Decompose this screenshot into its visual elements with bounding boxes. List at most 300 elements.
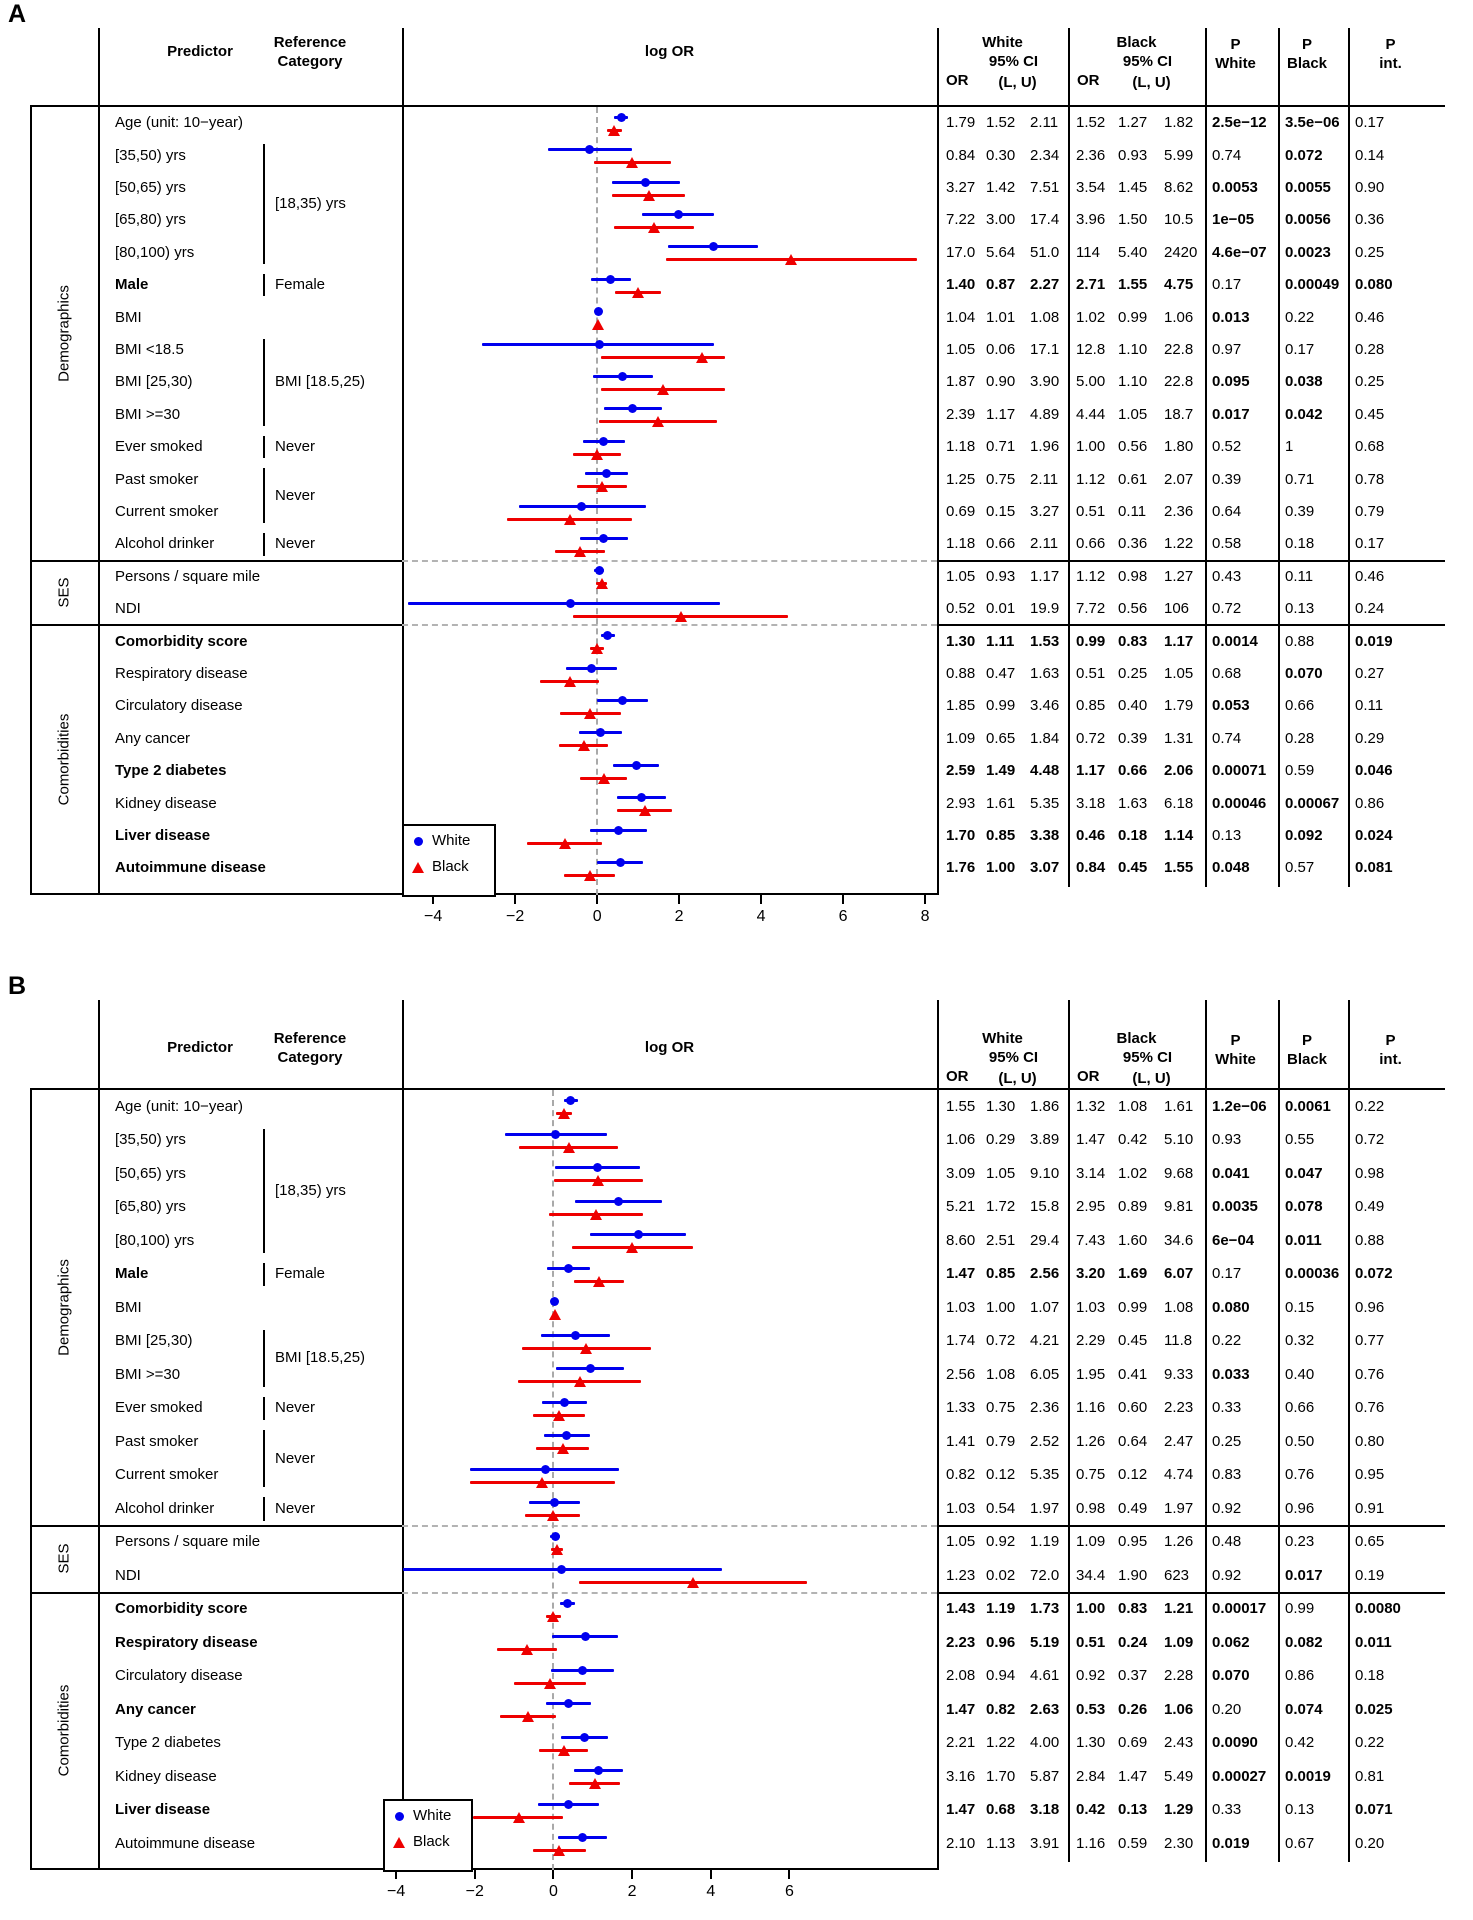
reference-category: Never [275,535,316,553]
table-border [98,28,100,895]
white-or-ci-upper: 2.27 [1030,276,1060,294]
point-estimate-white [562,1431,571,1440]
point-estimate-black [513,1812,525,1823]
axis-tick-label: 6 [838,908,848,925]
row-predictor: Liver disease [115,1801,211,1819]
row-predictor: [50,65) yrs [115,1164,186,1182]
white-or-ci-or: 1.04 [946,308,976,326]
white-or-ci-or: 2.93 [946,794,976,812]
point-estimate-black [632,287,644,298]
p-black-value: 0.55 [1285,1131,1315,1149]
p-white-value: 0.68 [1212,665,1242,682]
column-header-predictor: Predictor [167,1039,233,1056]
point-estimate-white [586,1364,595,1373]
point-estimate-white [618,696,627,705]
black-or-ci-upper: 10.5 [1164,211,1194,229]
black-or-ci-lower: 0.42 [1118,1131,1148,1149]
row-predictor: Circulatory disease [115,697,243,715]
p-int-value: 0.88 [1355,1231,1385,1249]
point-estimate-black [687,1577,699,1588]
black-or-ci-upper: 18.7 [1164,405,1194,423]
legend-triangle-icon [393,1837,405,1848]
white-or-ci-upper: 3.07 [1030,859,1060,877]
black-or-ci-lower: 0.11 [1118,503,1147,520]
column-header-p-white-sub: White [1215,1051,1256,1068]
black-or-ci-lower: 0.45 [1118,1332,1148,1350]
column-header-white: White [982,34,1023,51]
white-or-ci-upper: 19.9 [1030,600,1060,618]
p-white-value: 0.17 [1212,1265,1242,1283]
row-predictor: Age (unit: 10−year) [115,114,243,132]
p-int-value: 0.49 [1355,1198,1385,1216]
black-or-ci-or: 0.98 [1076,1499,1106,1517]
row-predictor: BMI [25,30) [115,373,193,391]
white-or-ci-upper: 1.08 [1030,308,1060,326]
column-header-logor: log OR [644,1039,695,1056]
p-int-value: 0.25 [1355,373,1385,391]
white-or-ci-or: 1.05 [946,341,976,358]
black-or-ci-lower: 1.10 [1118,373,1148,391]
p-black-value: 0.011 [1285,1231,1322,1249]
point-estimate-white [578,1666,587,1675]
axis-tick-label: −2 [506,908,525,925]
p-int-value: 0.77 [1355,1332,1385,1350]
black-or-ci-or: 0.72 [1076,729,1106,747]
black-or-ci-lower: 0.41 [1118,1365,1148,1383]
black-or-ci-upper: 2.36 [1164,503,1194,520]
p-white-value: 0.095 [1212,373,1250,391]
point-estimate-black [564,676,576,687]
black-or-ci-lower: 0.69 [1118,1734,1148,1752]
p-int-value: 0.072 [1355,1265,1393,1283]
white-or-ci-upper: 15.8 [1030,1198,1060,1216]
white-or-ci-or: 0.52 [946,600,976,618]
black-or-ci-lower: 0.26 [1118,1700,1148,1718]
black-or-ci-or: 2.84 [1076,1767,1106,1785]
white-or-ci-upper: 4.00 [1030,1734,1060,1752]
p-black-value: 0.22 [1285,308,1315,326]
row-predictor: [65,80) yrs [115,211,186,229]
white-or-ci-or: 1.09 [946,729,976,747]
p-int-value: 0.20 [1355,1834,1385,1852]
point-estimate-black [544,1678,556,1689]
black-or-ci-or: 1.16 [1076,1399,1106,1417]
black-or-ci-upper: 1.21 [1164,1600,1194,1618]
black-or-ci-upper: 1.17 [1164,632,1194,650]
axis-tick [596,895,598,904]
point-estimate-black [626,1242,638,1253]
p-black-value: 0.11 [1285,567,1314,585]
axis-tick [788,1870,790,1879]
point-estimate-white [637,793,646,802]
white-or-ci-or: 1.85 [946,697,976,715]
black-or-ci-or: 0.66 [1076,535,1106,553]
column-header-reference2: Category [277,1049,343,1066]
p-black-value: 0.67 [1285,1834,1315,1852]
row-predictor: Any cancer [115,1700,196,1718]
p-black-value: 0.59 [1285,762,1315,780]
column-header-or-white: OR [946,72,969,89]
white-or-ci-lower: 0.12 [986,1466,1016,1484]
point-estimate-black [648,222,660,233]
reference-bracket [263,144,265,264]
white-or-ci-upper: 5.35 [1030,1466,1060,1484]
point-estimate-white [564,1800,573,1809]
p-int-value: 0.11 [1355,697,1384,715]
p-white-value: 0.062 [1212,1633,1250,1651]
white-or-ci-or: 2.56 [946,1365,976,1383]
point-estimate-black [558,1108,570,1119]
black-or-ci-or: 7.43 [1076,1231,1106,1249]
table-border [937,1000,939,1870]
p-int-value: 0.14 [1355,146,1385,164]
column-header-black: Black [1116,1030,1157,1047]
table-border [1278,1000,1280,1862]
black-or-ci-lower: 0.93 [1118,146,1148,164]
white-or-ci-lower: 0.72 [986,1332,1016,1350]
point-estimate-black [596,578,608,589]
point-estimate-white [571,1331,580,1340]
black-or-ci-upper: 6.07 [1164,1265,1194,1283]
black-or-ci-upper: 1.22 [1164,535,1194,553]
row-predictor: Comorbidity score [115,1600,248,1618]
reference-bracket [263,468,265,523]
white-or-ci-upper: 3.27 [1030,503,1060,520]
black-or-ci-or: 0.85 [1076,697,1106,715]
p-white-value: 0.48 [1212,1533,1242,1551]
group-label-comorbidities: Comorbidities [55,713,73,806]
black-or-ci-or: 1.52 [1076,114,1106,132]
p-white-value: 0.0035 [1212,1198,1258,1216]
white-or-ci-lower: 0.90 [986,373,1016,391]
white-or-ci-or: 1.05 [946,1533,976,1551]
white-or-ci-upper: 7.51 [1030,179,1060,196]
point-estimate-white [594,1766,603,1775]
p-black-value: 0.082 [1285,1633,1323,1651]
p-black-value: 0.40 [1285,1365,1315,1383]
point-estimate-black [584,870,596,881]
black-or-ci-or: 1.00 [1076,438,1106,456]
section-border [30,624,402,626]
white-or-ci-lower: 5.64 [986,243,1016,261]
white-or-ci-upper: 4.48 [1030,762,1060,780]
white-or-ci-lower: 1.70 [986,1767,1016,1785]
white-or-ci-upper: 2.63 [1030,1700,1060,1718]
reference-bracket [263,1330,265,1387]
black-or-ci-or: 1.47 [1076,1131,1106,1149]
p-white-value: 0.83 [1212,1466,1242,1484]
white-or-ci-lower: 0.87 [986,276,1016,294]
point-estimate-black [593,1276,605,1287]
black-or-ci-or: 1.95 [1076,1365,1106,1383]
column-header-lu-white: (L, U) [998,74,1037,91]
p-int-value: 0.80 [1355,1432,1385,1450]
p-int-value: 0.081 [1355,859,1393,877]
axis-tick-label: 4 [756,908,766,925]
group-label-comorbidities: Comorbidities [55,1684,73,1777]
p-white-value: 0.019 [1212,1834,1250,1852]
black-or-ci-upper: 9.68 [1164,1164,1194,1182]
axis-tick-label: 2 [627,1883,637,1900]
point-estimate-black [521,1644,533,1655]
white-or-ci-or: 1.03 [946,1298,976,1316]
reference-category: BMI [18.5,25) [275,1349,366,1366]
black-or-ci-lower: 1.69 [1118,1265,1148,1283]
axis-tick [760,895,762,904]
reference-category: BMI [18.5,25) [275,373,366,391]
p-white-value: 0.017 [1212,405,1250,423]
p-black-value: 0.0019 [1285,1767,1331,1785]
white-or-ci-lower: 1.13 [986,1834,1016,1852]
point-estimate-white [603,631,612,640]
p-black-value: 0.00036 [1285,1265,1340,1283]
p-black-value: 0.50 [1285,1432,1315,1450]
black-or-ci-or: 0.84 [1076,859,1106,877]
white-or-ci-or: 0.84 [946,146,976,164]
p-white-value: 0.041 [1212,1164,1250,1182]
row-predictor: Kidney disease [115,794,217,812]
p-int-value: 0.17 [1355,535,1385,553]
p-black-value: 0.047 [1285,1164,1323,1182]
column-header-p-black: P [1301,36,1312,53]
p-white-value: 0.39 [1212,470,1242,488]
p-black-value: 0.15 [1285,1298,1315,1316]
column-header-p-white: P [1230,36,1241,53]
p-white-value: 0.74 [1212,729,1242,747]
white-or-ci-or: 1.47 [946,1265,976,1283]
point-estimate-black [639,805,651,816]
white-or-ci-upper: 3.90 [1030,373,1060,391]
p-black-value: 0.13 [1285,1801,1315,1819]
row-predictor: Past smoker [115,1432,199,1450]
p-int-value: 0.95 [1355,1466,1385,1484]
p-int-value: 0.011 [1355,1633,1392,1651]
p-black-value: 0.092 [1285,827,1323,844]
point-estimate-white [563,1599,572,1608]
white-or-ci-upper: 3.46 [1030,697,1060,715]
black-or-ci-or: 1.00 [1076,1600,1106,1618]
axis-tick-label: −4 [386,1883,406,1900]
axis-tick [514,895,516,904]
p-int-value: 0.79 [1355,503,1385,520]
reference-bracket [263,436,265,458]
black-or-ci-lower: 0.83 [1118,632,1148,650]
p-black-value: 0.66 [1285,697,1315,715]
point-estimate-black [590,1209,602,1220]
white-or-ci-upper: 2.52 [1030,1432,1060,1450]
black-or-ci-or: 0.92 [1076,1667,1106,1685]
p-black-value: 0.76 [1285,1466,1315,1484]
column-header-p-white-sub: White [1215,55,1256,72]
black-or-ci-lower: 0.13 [1118,1801,1148,1819]
black-or-ci-upper: 1.08 [1164,1298,1194,1316]
black-or-ci-lower: 1.90 [1118,1566,1148,1584]
white-or-ci-or: 1.18 [946,438,976,456]
point-estimate-white [551,1532,560,1541]
row-predictor: Autoimmune disease [115,1834,256,1852]
column-header-p-black-sub: Black [1286,1051,1328,1068]
p-int-value: 0.024 [1355,827,1393,844]
point-estimate-black [564,514,576,525]
black-or-ci-or: 7.72 [1076,600,1106,618]
p-int-value: 0.0080 [1355,1600,1401,1618]
point-estimate-white [632,761,641,770]
legend-label: White [432,832,471,849]
black-or-ci-lower: 0.64 [1118,1432,1148,1450]
p-white-value: 0.33 [1212,1801,1242,1819]
p-black-value: 0.0055 [1285,179,1331,196]
row-predictor: BMI [115,308,142,326]
white-or-ci-or: 17.0 [946,243,976,261]
white-or-ci-upper: 3.18 [1030,1801,1060,1819]
p-black-value: 0.99 [1285,1600,1315,1618]
p-white-value: 0.00046 [1212,794,1267,812]
black-or-ci-upper: 2.07 [1164,470,1194,488]
p-white-value: 0.00071 [1212,762,1267,780]
white-or-ci-or: 2.21 [946,1734,976,1752]
p-white-value: 0.053 [1212,697,1250,715]
p-int-value: 0.22 [1355,1734,1385,1752]
black-or-ci-lower: 1.08 [1118,1097,1148,1115]
black-or-ci-lower: 1.60 [1118,1231,1148,1249]
black-or-ci-or: 1.26 [1076,1432,1106,1450]
point-estimate-black [522,1711,534,1722]
white-or-ci-lower: 1.52 [986,114,1016,132]
white-or-ci-lower: 1.17 [986,405,1016,423]
white-or-ci-or: 2.10 [946,1834,976,1852]
point-estimate-black [657,384,669,395]
black-or-ci-or: 0.99 [1076,632,1106,650]
black-or-ci-lower: 0.49 [1118,1499,1148,1517]
p-black-value: 0.57 [1285,859,1315,877]
point-estimate-white [614,826,623,835]
row-predictor: Persons / square mile [115,567,261,585]
row-predictor: Male [115,1265,149,1283]
black-or-ci-lower: 0.45 [1118,859,1148,877]
black-or-ci-lower: 0.95 [1118,1533,1148,1551]
p-white-value: 0.0090 [1212,1734,1258,1752]
table-border [1068,1000,1070,1862]
point-estimate-white [550,1297,559,1306]
point-estimate-white [595,566,604,575]
section-border [937,1592,1445,1594]
black-or-ci-lower: 0.98 [1118,567,1148,585]
white-or-ci-upper: 2.11 [1030,535,1059,553]
black-or-ci-upper: 2.23 [1164,1399,1194,1417]
white-or-ci-lower: 0.02 [986,1566,1016,1584]
p-int-value: 0.080 [1355,276,1393,294]
white-or-ci-or: 1.23 [946,1566,976,1584]
black-or-ci-or: 3.96 [1076,211,1106,229]
p-int-value: 0.76 [1355,1365,1385,1383]
black-or-ci-upper: 1.09 [1164,1633,1194,1651]
black-or-ci-lower: 0.99 [1118,1298,1148,1316]
p-black-value: 0.23 [1285,1533,1315,1551]
black-or-ci-upper: 5.49 [1164,1767,1194,1785]
panel-label: A [8,0,27,28]
section-border [30,560,402,562]
column-header-lu-white: (L, U) [998,1070,1037,1087]
row-predictor: Ever smoked [115,1399,203,1417]
reference-bracket [263,274,265,296]
point-estimate-white [709,242,718,251]
group-label-demographics: Demographics [55,284,73,382]
p-int-value: 0.96 [1355,1298,1385,1316]
black-or-ci-upper: 9.33 [1164,1365,1194,1383]
white-or-ci-lower: 3.00 [986,211,1016,229]
point-estimate-black [785,254,797,265]
black-or-ci-upper: 1.27 [1164,567,1194,585]
p-white-value: 0.97 [1212,341,1242,358]
black-or-ci-or: 0.46 [1076,827,1106,844]
table-border [1205,1000,1207,1862]
white-or-ci-lower: 0.54 [986,1499,1016,1517]
column-header-p-white: P [1230,1032,1241,1049]
black-or-ci-or: 1.09 [1076,1533,1106,1551]
black-or-ci-or: 1.30 [1076,1734,1106,1752]
point-estimate-white [596,728,605,737]
black-or-ci-or: 3.14 [1076,1164,1106,1182]
black-or-ci-or: 34.4 [1076,1566,1106,1584]
black-or-ci-lower: 0.59 [1118,1834,1148,1852]
point-estimate-black [574,546,586,557]
point-estimate-white [618,372,627,381]
p-white-value: 4.6e−07 [1212,243,1267,261]
p-white-value: 0.17 [1212,276,1242,294]
p-white-value: 0.013 [1212,308,1250,326]
group-label-demographics: Demographics [55,1258,73,1356]
white-or-ci-upper: 3.91 [1030,1834,1060,1852]
white-or-ci-upper: 5.35 [1030,794,1060,812]
p-int-value: 0.27 [1355,665,1385,682]
white-or-ci-or: 1.05 [946,567,976,585]
p-int-value: 0.90 [1355,179,1385,196]
table-border [98,1000,100,1870]
column-header-lu-black: (L, U) [1132,74,1171,91]
white-or-ci-lower: 1.01 [986,308,1016,326]
column-header-white: White [982,1030,1023,1047]
white-or-ci-or: 1.55 [946,1097,976,1115]
black-or-ci-upper: 1.61 [1164,1097,1194,1115]
axis-tick-label: −4 [424,908,443,925]
black-or-ci-upper: 8.62 [1164,179,1194,196]
p-int-value: 0.98 [1355,1164,1385,1182]
row-predictor: NDI [115,600,141,618]
point-estimate-black [580,1343,592,1354]
p-black-value: 0.042 [1285,405,1323,423]
table-border [1348,1000,1350,1862]
black-or-ci-upper: 1.06 [1164,1700,1194,1718]
p-black-value: 0.0061 [1285,1097,1331,1115]
white-or-ci-or: 1.25 [946,470,976,488]
point-estimate-white [577,502,586,511]
section-border [937,560,1445,562]
point-estimate-black [591,449,603,460]
black-or-ci-lower: 0.18 [1118,827,1148,844]
white-or-ci-upper: 4.89 [1030,405,1060,423]
black-or-ci-lower: 0.89 [1118,1198,1148,1216]
row-predictor: Liver disease [115,827,211,844]
table-border [30,107,32,895]
white-or-ci-upper: 2.56 [1030,1265,1060,1283]
white-or-ci-upper: 51.0 [1030,243,1060,261]
black-or-ci-lower: 1.47 [1118,1767,1148,1785]
point-estimate-black [626,157,638,168]
point-estimate-white [614,1197,623,1206]
axis-tick [842,895,844,904]
p-white-value: 0.20 [1212,1700,1242,1718]
black-or-ci-upper: 4.74 [1164,1466,1194,1484]
